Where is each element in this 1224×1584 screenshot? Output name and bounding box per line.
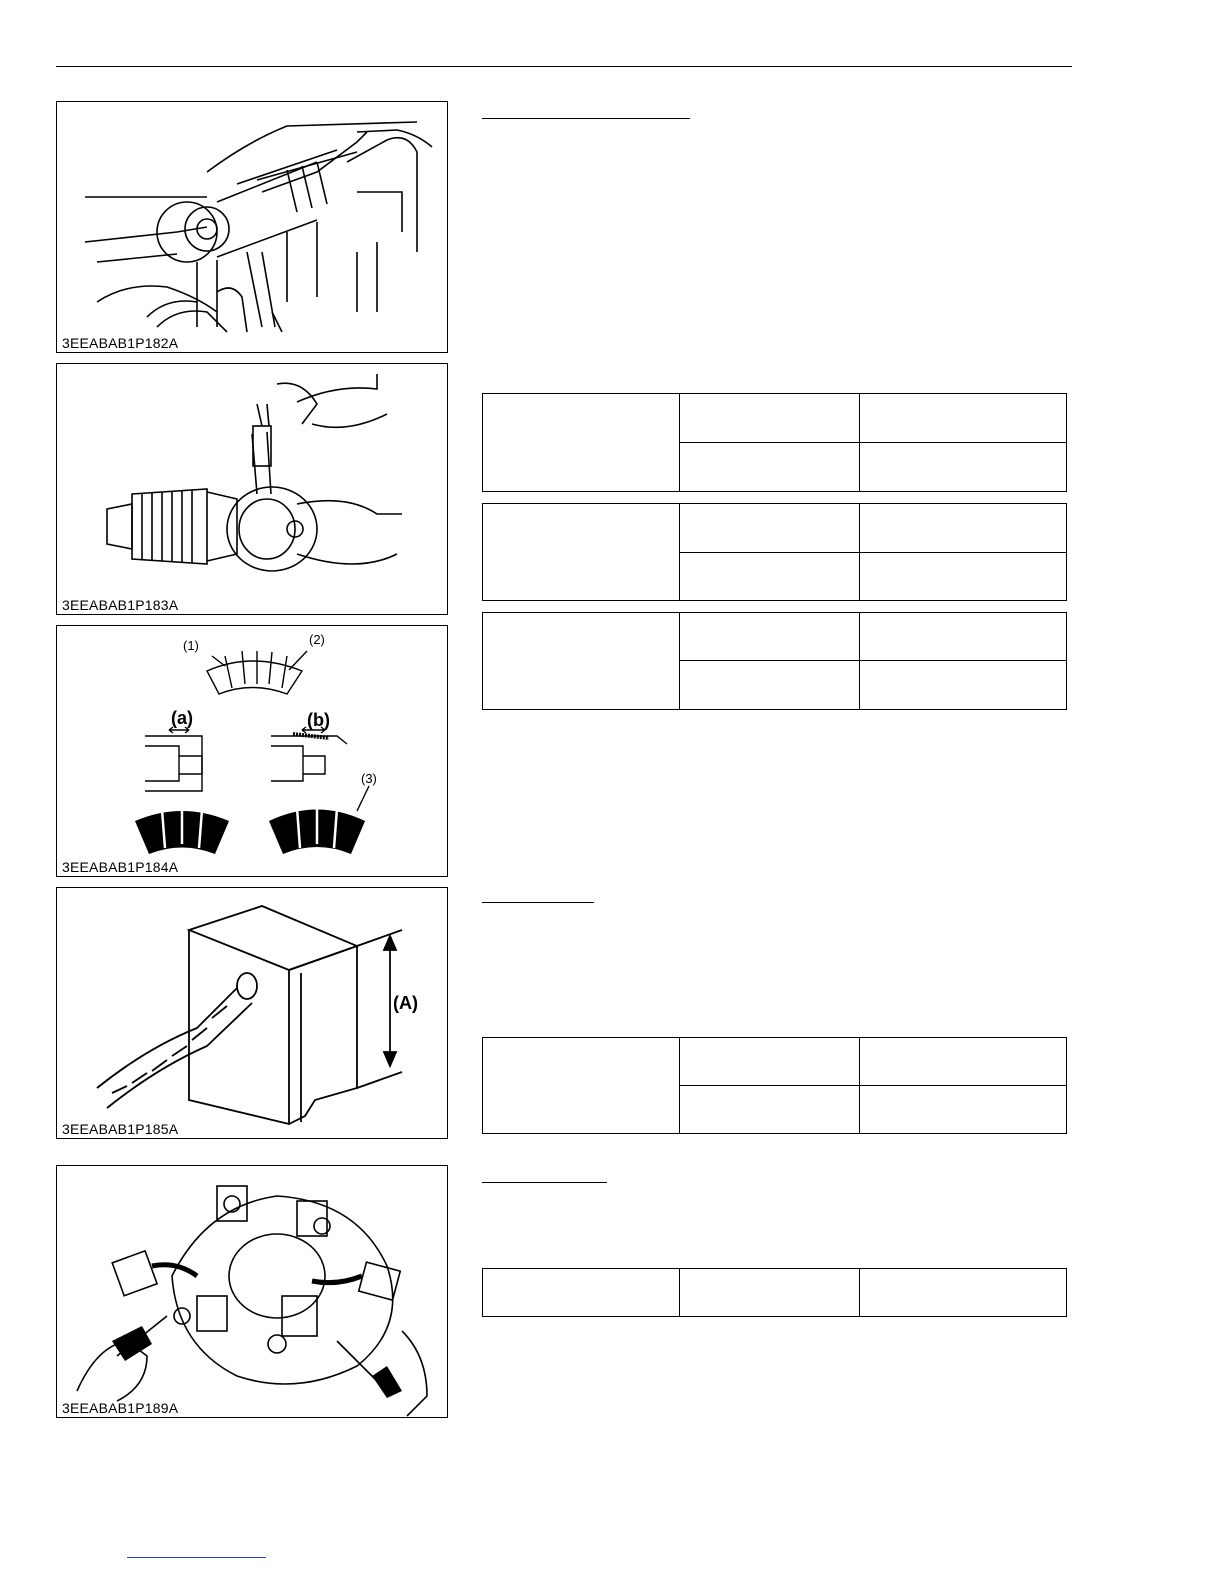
figure-brush-length — [56, 887, 448, 1139]
micrometer-illustration — [57, 364, 448, 615]
label-3: (3) — [361, 771, 377, 786]
spec-label-cell — [483, 1269, 680, 1316]
spec-table-2 — [482, 503, 1067, 601]
label-2: (2) — [309, 632, 325, 647]
figure-caption: 3EEABAB1P182A — [62, 335, 179, 351]
spec-row-divider — [679, 1085, 1066, 1086]
spec-label-cell — [483, 613, 680, 709]
spec-table-1 — [482, 393, 1067, 492]
header-rule — [56, 66, 1072, 67]
figure-caption: 3EEABAB1P184A — [62, 859, 179, 875]
spec-row-divider — [679, 442, 1066, 443]
figure-armature-runout — [56, 101, 448, 353]
figure-caption: 3EEABAB1P185A — [62, 1121, 179, 1137]
section-heading-underline-1 — [482, 118, 690, 119]
mica-undercut-diagram — [57, 626, 448, 877]
spec-label-cell — [483, 504, 680, 600]
brush-holder-illustration — [57, 1166, 448, 1418]
label-1: (1) — [183, 638, 199, 653]
figure-mica-undercut — [56, 625, 448, 877]
spec-label-cell — [483, 1038, 680, 1133]
armature-vee-block-illustration — [57, 102, 448, 353]
spec-table-4 — [482, 1037, 1067, 1134]
spec-row-divider — [679, 660, 1066, 661]
spec-row-divider — [679, 552, 1066, 553]
figure-caption: 3EEABAB1P189A — [62, 1400, 179, 1416]
label-a: (a) — [171, 708, 193, 728]
brush-length-illustration — [57, 888, 448, 1139]
spec-table-5 — [482, 1268, 1067, 1317]
label-b: (b) — [307, 710, 330, 730]
footer-link-underline[interactable] — [127, 1557, 266, 1558]
spec-table-3 — [482, 612, 1067, 710]
spec-label-cell — [483, 394, 680, 491]
section-heading-underline-2 — [482, 902, 594, 903]
label-A: (A) — [393, 993, 418, 1013]
spec-name-cell — [679, 1269, 860, 1316]
section-heading-underline-3 — [482, 1182, 607, 1183]
spec-name-cell — [679, 613, 860, 709]
figure-brush-holder — [56, 1165, 448, 1418]
figure-caption: 3EEABAB1P183A — [62, 597, 179, 613]
figure-commutator-micrometer — [56, 363, 448, 615]
